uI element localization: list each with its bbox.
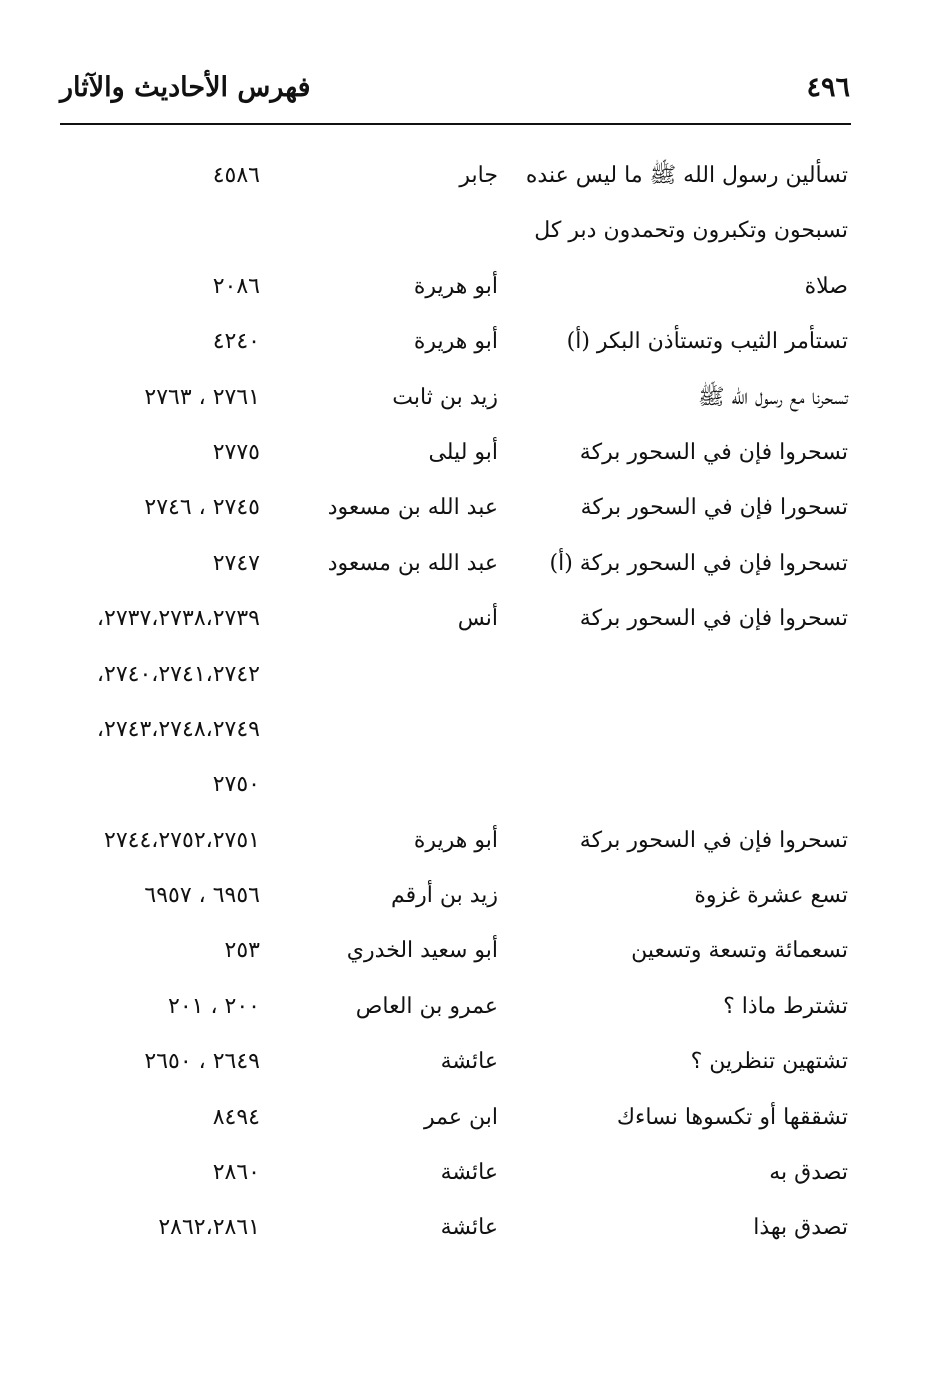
hadith-text: صلاة bbox=[804, 273, 848, 299]
table-row bbox=[0, 259, 932, 314]
hadith-numbers: ٢٧٤٥ ، ٢٧٤٦ bbox=[144, 495, 260, 521]
hadith-numbers: ٦٩٥٦ ، ٦٩٥٧ bbox=[144, 883, 260, 909]
table-row bbox=[0, 1034, 932, 1089]
narrator: عائشة bbox=[440, 1049, 498, 1075]
table-row bbox=[0, 1200, 932, 1255]
hadith-text: تصدق بهذا bbox=[753, 1215, 848, 1241]
hadith-text: تسحروا فإن في السحور بركة (أ) bbox=[549, 550, 848, 576]
hadith-text: تشترط ماذا ؟ bbox=[723, 993, 848, 1019]
hadith-numbers: ٢٧٤٧ bbox=[212, 550, 260, 576]
table-row bbox=[0, 370, 932, 425]
table-row bbox=[0, 1145, 932, 1200]
page-number: ٤٩٦ bbox=[806, 72, 850, 103]
narrator: زيد بن ثابت bbox=[392, 384, 498, 410]
hadith-text: تصدق به bbox=[769, 1160, 848, 1186]
hadith-text: تسحروا فإن في السحور بركة bbox=[579, 827, 848, 853]
table-row bbox=[0, 591, 932, 646]
narrator: زيد بن أرقم bbox=[390, 883, 498, 909]
page-header bbox=[60, 72, 850, 112]
table-row bbox=[0, 480, 932, 535]
hadith-text: تسعمائة وتسعة وتسعين bbox=[631, 938, 848, 964]
hadith-numbers: ٢٧٦١ ، ٢٧٦٣ bbox=[144, 384, 260, 410]
hadith-text: تسحروا فإن في السحور بركة bbox=[579, 439, 848, 465]
narrator: أبو هريرة bbox=[413, 329, 498, 355]
table-row bbox=[0, 1090, 932, 1145]
narrator: أبو ليلى bbox=[428, 439, 498, 465]
narrator: أبو سعيد الخدري bbox=[346, 938, 498, 964]
table-row bbox=[0, 813, 932, 868]
hadith-text: تشتهين تنظرين ؟ bbox=[690, 1049, 848, 1075]
table-row bbox=[0, 314, 932, 369]
hadith-text: تستأمر الثيب وتستأذن البكر (أ) bbox=[566, 329, 848, 355]
header-divider bbox=[60, 123, 851, 125]
hadith-numbers: ٢٠٨٦ bbox=[212, 273, 260, 299]
narrator: عائشة bbox=[440, 1215, 498, 1241]
narrator: أنس bbox=[457, 606, 498, 632]
table-row bbox=[0, 425, 932, 480]
hadith-numbers: ٢٧٤٤،٢٧٥٢،٢٧٥١ bbox=[104, 827, 260, 853]
hadith-text: تسألين رسول الله ﷺ ما ليس عنده bbox=[525, 163, 848, 188]
narrator: ابن عمر bbox=[424, 1104, 498, 1130]
hadith-text: تشققها أو تكسوها نساءك bbox=[616, 1104, 848, 1130]
table-row bbox=[0, 702, 932, 757]
hadith-text: تسحورا فإن في السحور بركة bbox=[580, 495, 848, 521]
narrator: عبد الله بن مسعود bbox=[327, 495, 498, 521]
hadith-numbers: ٤٥٨٦ bbox=[212, 163, 260, 188]
table-row bbox=[0, 868, 932, 923]
hadith-numbers: ٢٥٣ bbox=[224, 938, 260, 964]
hadith-numbers: ٢٠٠ ، ٢٠١ bbox=[168, 993, 260, 1019]
narrator: عائشة bbox=[440, 1160, 498, 1186]
table-row bbox=[0, 757, 932, 812]
narrator: عمرو بن العاص bbox=[355, 993, 498, 1019]
narrator: أبو هريرة bbox=[413, 827, 498, 853]
hadith-text: تسع عشرة غزوة bbox=[694, 883, 848, 909]
hadith-numbers: ٢٦٤٩ ، ٢٦٥٠ bbox=[144, 1049, 260, 1075]
hadith-numbers: ٢٨٦٠ bbox=[212, 1160, 260, 1186]
hadith-numbers: ٨٤٩٤ bbox=[212, 1104, 260, 1130]
hadith-numbers: ٢٧٧٥ bbox=[212, 439, 260, 465]
narrator: جابر bbox=[459, 163, 498, 188]
hadith-text: تسحروا فإن في السحور بركة bbox=[579, 606, 848, 632]
hadith-text: تسبحون وتكبرون وتحمدون دبر كل bbox=[534, 218, 848, 244]
narrator: عبد الله بن مسعود bbox=[327, 550, 498, 576]
hadith-numbers: ٢٧٤٠،٢٧٤١،٢٧٤٢، bbox=[96, 661, 260, 687]
table-row bbox=[0, 536, 932, 591]
hadith-numbers: ٢٧٤٣،٢٧٤٨،٢٧٤٩، bbox=[96, 716, 260, 742]
table-row bbox=[0, 647, 932, 702]
index-table bbox=[0, 148, 932, 1256]
hadith-text: تسحرنا مع رسول الله ﷺ bbox=[697, 384, 848, 410]
table-row bbox=[0, 203, 932, 258]
hadith-numbers: ٢٧٥٠ bbox=[212, 772, 260, 798]
table-row bbox=[0, 148, 932, 203]
hadith-numbers: ٢٧٣٧،٢٧٣٨،٢٧٣٩، bbox=[96, 606, 260, 632]
hadith-numbers: ٢٨٦٢،٢٨٦١ bbox=[158, 1215, 260, 1241]
table-row bbox=[0, 923, 932, 978]
table-row bbox=[0, 979, 932, 1034]
page-title: فهرس الأحاديث والآثار bbox=[60, 72, 311, 103]
hadith-numbers: ٤٢٤٠ bbox=[212, 329, 260, 355]
narrator: أبو هريرة bbox=[413, 273, 498, 299]
